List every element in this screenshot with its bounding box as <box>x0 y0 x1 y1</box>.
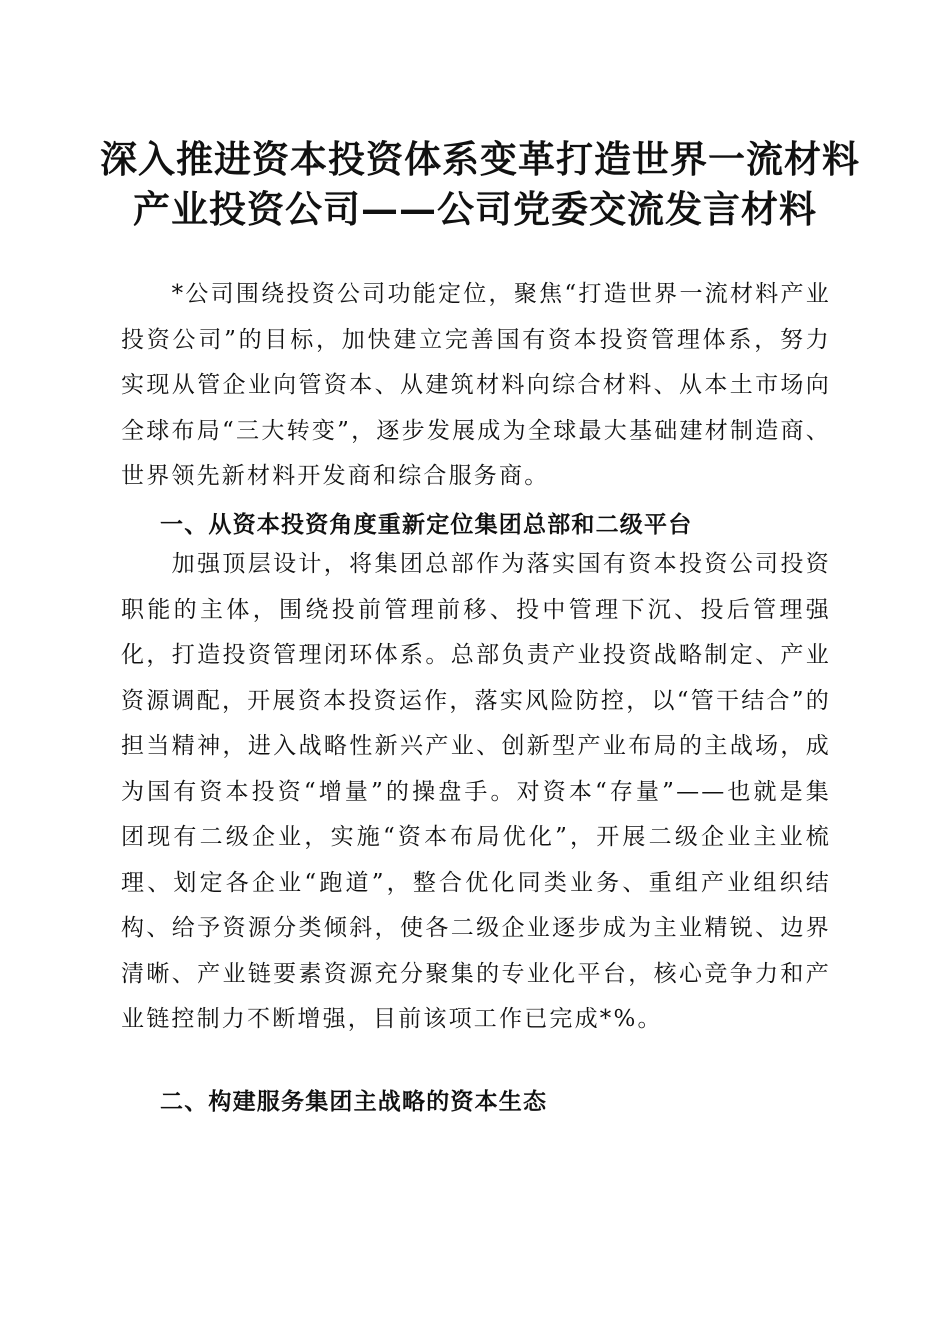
section-1-paragraph: 加强顶层设计，将集团总部作为落实国有资本投资公司投资职能的主体，围绕投前管理前移、投中管理下沉、投后管理强化，打造投资管理闭环体系。总部负责产业投资战略制定、产业资源调配，开展资本投资运作，落实风险防控，以“管干结合”的担当精神，进入战略性新兴产业、创新型产业布局的主战场，成为国有资本投资“增量”的操盘手。对资本“存量”——也就是集团现有二级企业，实施“资本布局优化”，开展二级企业主业梳理、划定各企业“跑道”，整合优化同类业务、重组产业组织结构、给予资源分类倾斜，使各二级企业逐步成为主业精锐、边界清晰、产业链要素资源充分聚集的专业化平台，核心竞争力和产业链控制力不断增强，目前该项工作已完成*%。 <box>121 551 831 1032</box>
title-line-2: 产业投资公司——公司党委交流发言材料 <box>133 187 817 231</box>
section-1-heading: 一、从资本投资角度重新定位集团总部和二级平台 <box>160 512 693 538</box>
section-2-heading: 二、构建服务集团主战略的资本生态 <box>160 1089 548 1115</box>
intro-paragraph: *公司围绕投资公司功能定位，聚焦“打造世界一流材料产业投资公司”的目标，加快建立完善国有资本投资管理体系，努力实现从管企业向管资本、从建筑材料向综合材料、从本土市场向全球布局“三大转变”，逐步发展成为全球最大基础建材制造商、世界领先新材料开发商和综合服务商。 <box>121 281 831 489</box>
document-title <box>100 134 860 234</box>
title-line-1: 深入推进资本投资体系变革打造世界一流材料 <box>100 137 860 181</box>
